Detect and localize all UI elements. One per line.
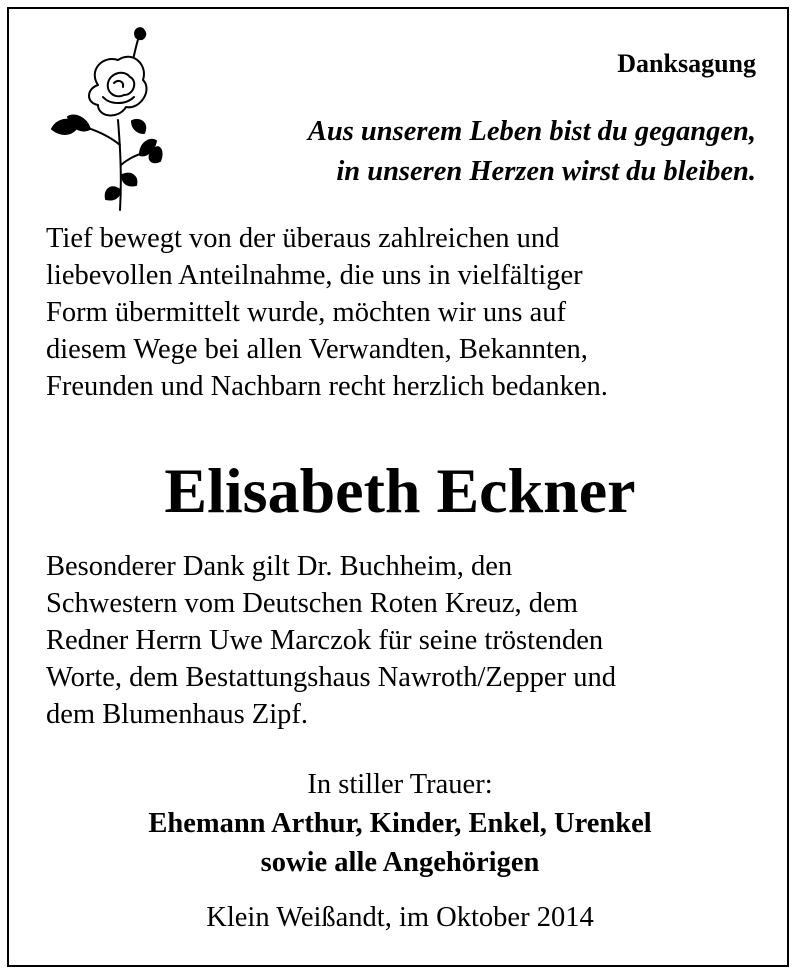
place-date: Klein Weißandt, im Oktober 2014 xyxy=(206,902,594,933)
intro-line: Form übermittelt wurde, möchten wir uns auf xyxy=(46,297,567,328)
thanks-line: Besonderer Dank gilt Dr. Buchheim, den xyxy=(46,551,513,582)
thanks-paragraph xyxy=(46,548,766,733)
deceased-name: Elisabeth Eckner xyxy=(164,455,636,526)
thanks-line: Redner Herrn Uwe Marczok für seine tröstenden xyxy=(46,625,604,656)
mourners-line: Ehemann Arthur, Kinder, Enkel, Urenkel xyxy=(148,808,652,839)
mourners-block xyxy=(0,765,800,882)
intro-line: liebevollen Anteilnahme, die uns in vielfältiger xyxy=(46,260,583,291)
thanks-line: Schwestern vom Deutschen Roten Kreuz, dem xyxy=(46,588,578,619)
thanks-line: Worte, dem Bestattungshaus Nawroth/Zepper und xyxy=(46,662,616,693)
thanks-line: dem Blumenhaus Zipf. xyxy=(46,699,308,730)
rose-icon xyxy=(48,25,166,211)
intro-paragraph xyxy=(46,220,766,405)
intro-line: Freunden und Nachbarn recht herzlich bedanken. xyxy=(46,371,608,402)
intro-line: diesem Wege bei allen Verwandten, Bekannten, xyxy=(46,334,588,365)
motto-line: in unseren Herzen wirst du bleiben. xyxy=(336,156,756,187)
mourners-line: sowie alle Angehörigen xyxy=(260,847,540,878)
motto xyxy=(156,112,756,192)
notice-heading: Danksagung xyxy=(617,49,756,78)
mourning-label: In stiller Trauer: xyxy=(307,769,493,800)
motto-line: Aus unserem Leben bist du gegangen, xyxy=(307,116,756,147)
intro-line: Tief bewegt von der überaus zahlreichen und xyxy=(46,223,560,254)
